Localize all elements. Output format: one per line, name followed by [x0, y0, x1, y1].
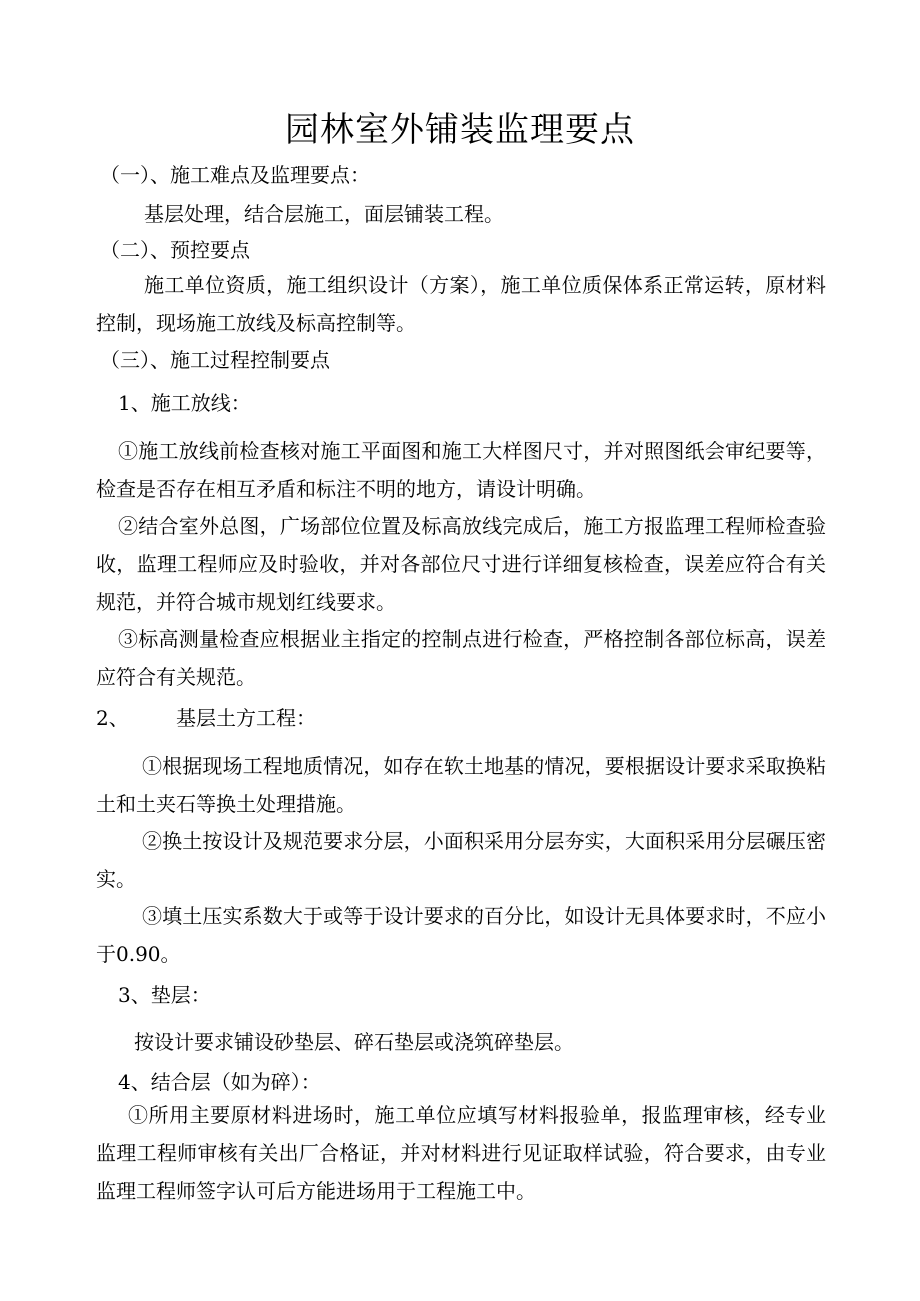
- sub1-paragraph-1: ①施工放线前检查核对施工平面图和施工大样图尺寸，并对照图纸会审纪要等，检查是否存在相互矛盾和标注不明的地方，请设计明确。: [96, 439, 826, 501]
- sub2-paragraph-2: ②换土按设计及规范要求分层，小面积采用分层夯实，大面积采用分层碾压密实。: [96, 829, 826, 891]
- sub1-heading: 1、施工放线：: [118, 391, 251, 415]
- section2-text: 施工单位资质，施工组织设计（方案），施工单位质保体系正常运转，原材料控制，现场施工放线及标高控制等。: [96, 273, 826, 335]
- section1-heading: （一）、施工难点及监理要点：: [100, 163, 370, 187]
- document-title: 园林室外铺装监理要点: [285, 110, 635, 150]
- sub2-paragraph-1: ①根据现场工程地质情况，如存在软土地基的情况，要根据设计要求采取换粘土和土夹石等换土处理措施。: [96, 754, 826, 816]
- sub2-heading: 基层土方工程：: [176, 706, 316, 730]
- sub1-paragraph-2: ②结合室外总图，广场部位位置及标高放线完成后，施工方报监理工程师检查验收，监理工程师应及时验收，并对各部位尺寸进行详细复核检查，误差应符合有关规范，并符合城市规划红线要求。: [96, 514, 826, 614]
- section2-heading: （二）、预控要点: [100, 238, 250, 262]
- sub4-heading: 4、结合层（如为碎）：: [118, 1070, 321, 1094]
- sub3-heading: 3、垫层：: [118, 983, 211, 1007]
- sub4-paragraph-1: ①所用主要原材料进场时，施工单位应填写材料报验单，报监理审核，经专业监理工程师审核有关出厂合格证，并对材料进行见证取样试验，符合要求，由专业监理工程师签字认可后方能进场用于工程施工中。: [96, 1103, 826, 1203]
- sub2-paragraph-3: ③填土压实系数大于或等于设计要求的百分比，如设计无具体要求时，不应小于0.90。: [96, 904, 826, 966]
- section1-text: 基层处理，结合层施工，面层铺装工程。: [144, 202, 504, 226]
- sub1-paragraph-3: ③标高测量检查应根据业主指定的控制点进行检查，严格控制各部位标高，误差应符合有关规范。: [96, 627, 826, 689]
- sub2-number: 2、: [96, 706, 129, 730]
- section3-heading: （三）、施工过程控制要点: [100, 348, 330, 372]
- sub3-paragraph-1: 按设计要求铺设砂垫层、碎石垫层或浇筑碎垫层。: [134, 1030, 574, 1054]
